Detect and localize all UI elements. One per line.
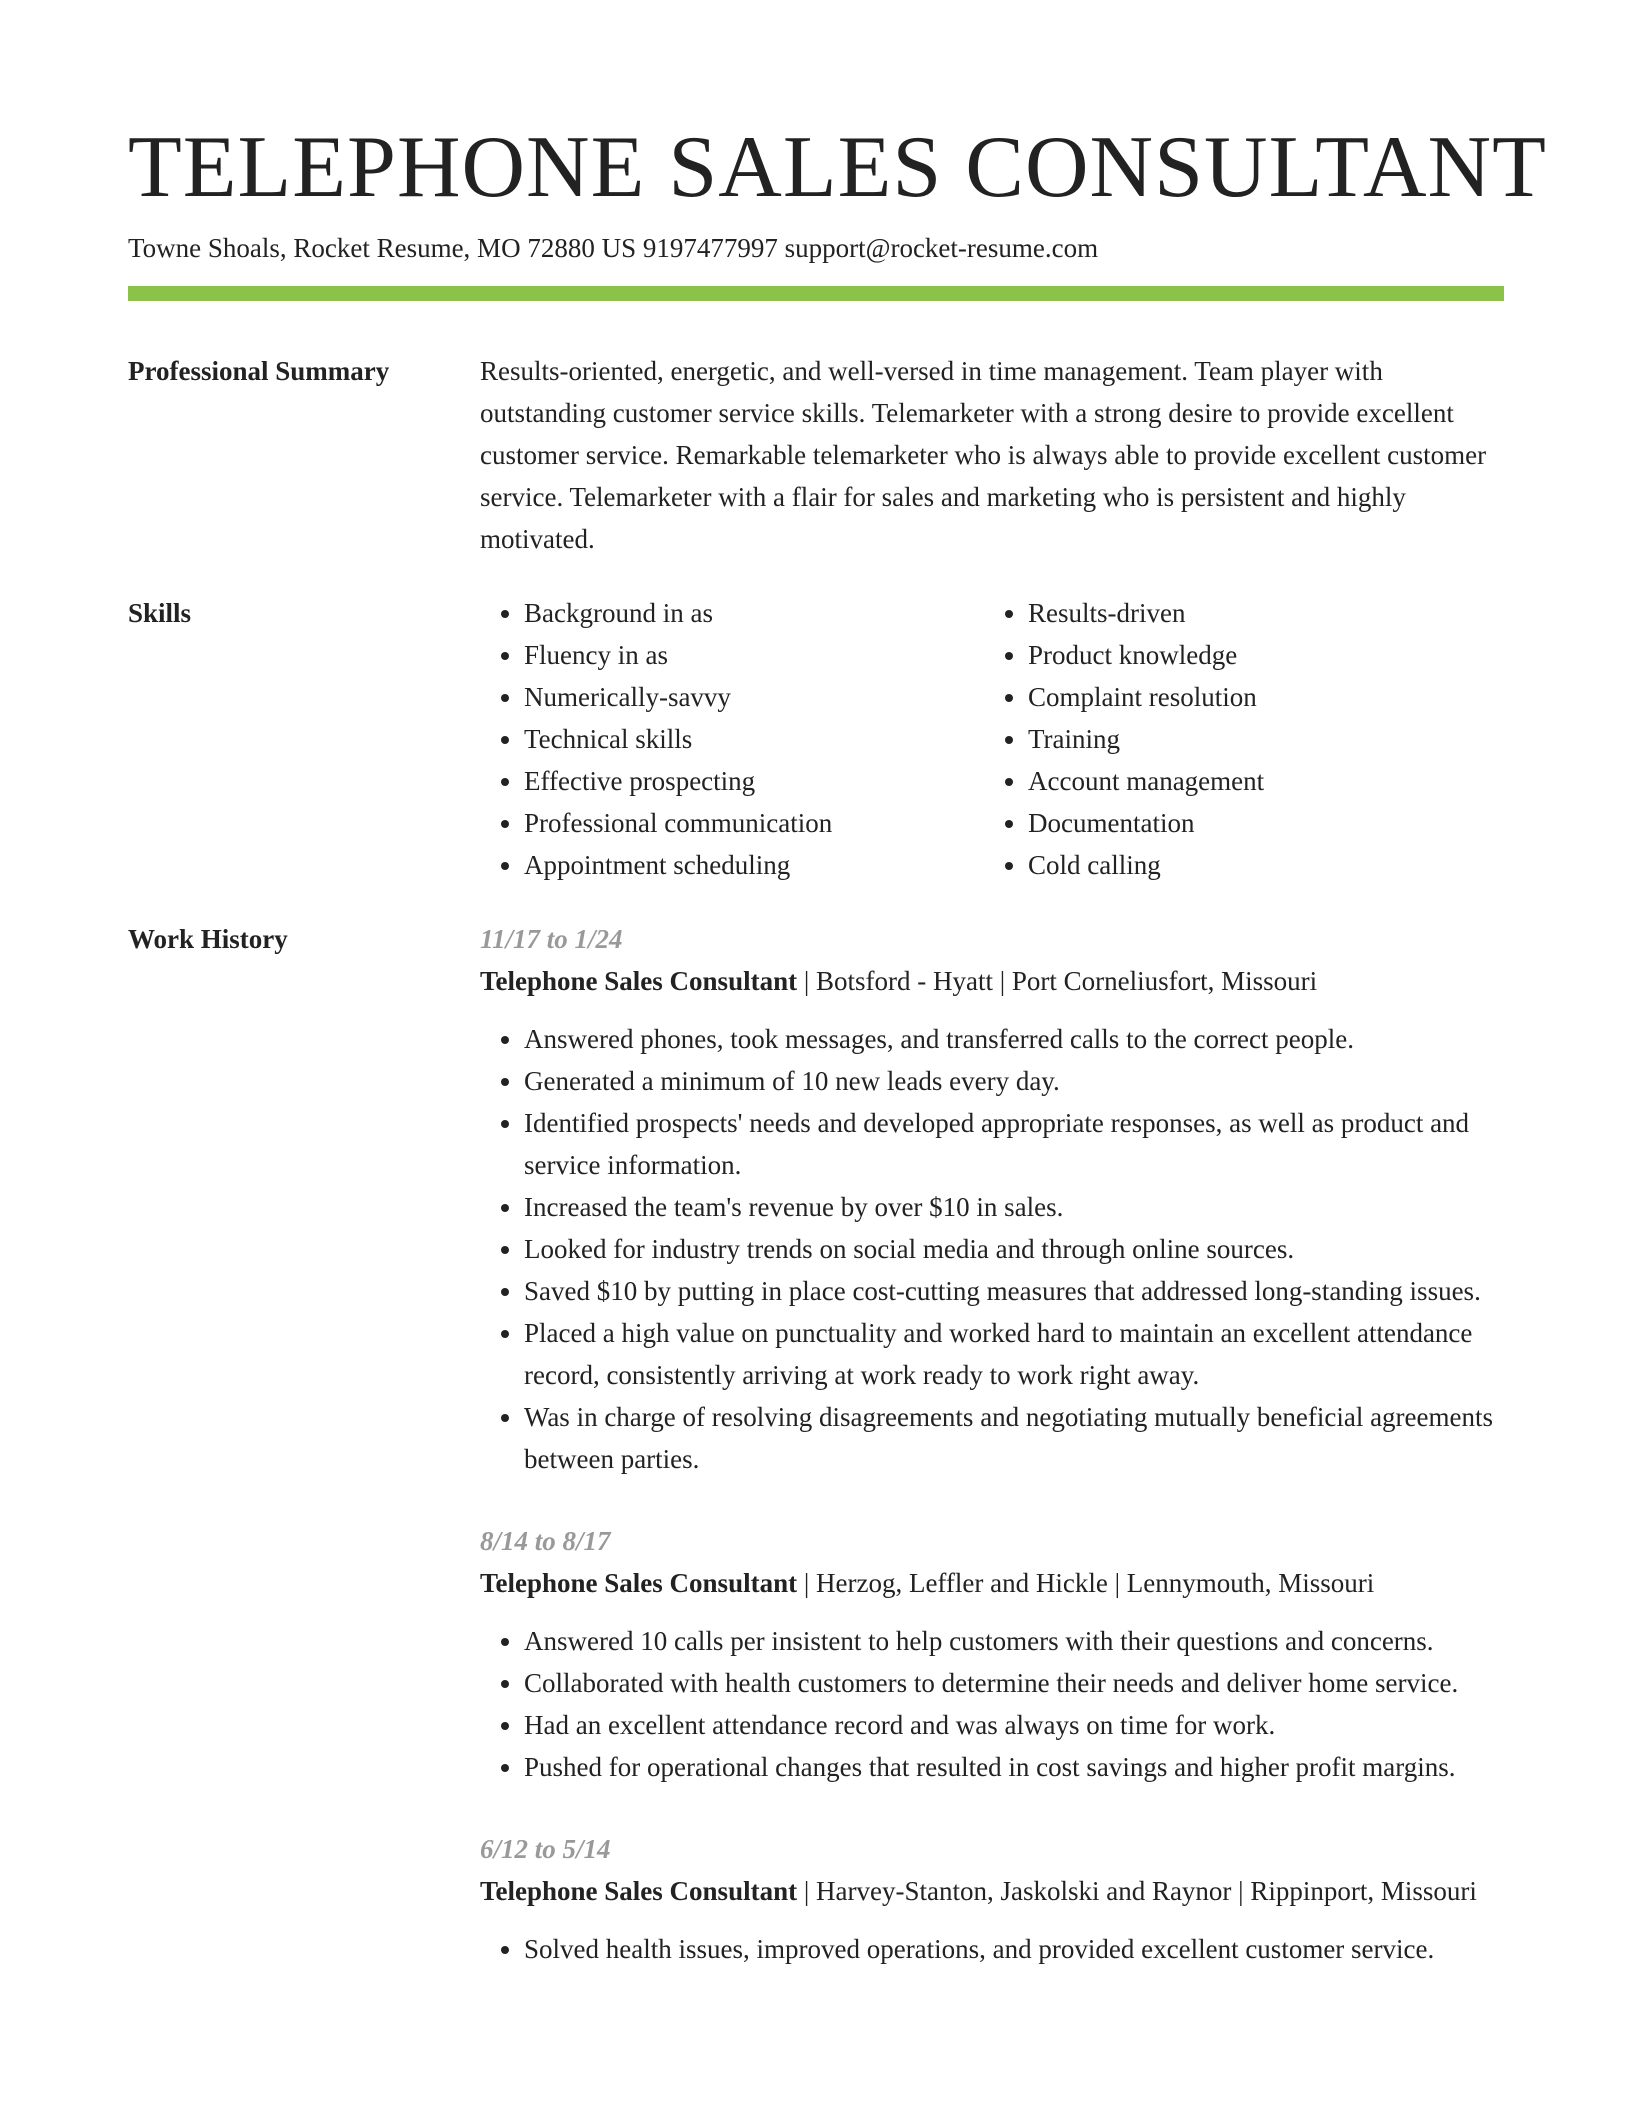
resume-name: TELEPHONE SALES CONSULTANT bbox=[128, 119, 1547, 216]
job-duty: • Generated a minimum of 10 new leads every day. bbox=[524, 1060, 1504, 1102]
job-title: Telephone Sales Consultant bbox=[480, 966, 798, 996]
job-title-line bbox=[480, 1562, 1504, 1604]
job-title-line bbox=[480, 960, 1504, 1002]
skill-item: • Account management bbox=[1028, 760, 1264, 802]
job-dates: 11/17 to 1/24 bbox=[480, 924, 623, 954]
skill-item: • Product knowledge bbox=[1028, 634, 1264, 676]
job-details: | Botsford - Hyatt | Port Corneliusfort, Missouri bbox=[797, 966, 1318, 996]
job-entry bbox=[480, 1520, 1504, 1788]
job-duty: • Pushed for operational changes that resulted in cost savings and higher profit margins. bbox=[524, 1746, 1504, 1788]
skill-item: • Background in as bbox=[524, 592, 832, 634]
job-title-line bbox=[480, 1870, 1504, 1912]
skill-item: • Appointment scheduling bbox=[524, 844, 832, 886]
job-dates: 8/14 to 8/17 bbox=[480, 1526, 611, 1556]
skill-item: • Cold calling bbox=[1028, 844, 1264, 886]
job-duty: • Identified prospects' needs and developed appropriate responses, as well as product and service information. bbox=[524, 1102, 1504, 1186]
summary-heading: Professional Summary bbox=[128, 356, 390, 386]
job-title: Telephone Sales Consultant bbox=[480, 1876, 798, 1906]
job-entry bbox=[480, 1828, 1504, 1970]
job-duty: • Answered phones, took messages, and transferred calls to the correct people. bbox=[524, 1018, 1504, 1060]
job-duty: • Answered 10 calls per insistent to help customers with their questions and concerns. bbox=[524, 1620, 1504, 1662]
job-duty: • Was in charge of resolving disagreements and negotiating mutually beneficial agreements between parties. bbox=[524, 1396, 1504, 1480]
summary-section bbox=[480, 350, 1504, 560]
skill-item: • Complaint resolution bbox=[1028, 676, 1264, 718]
work-history-section bbox=[480, 918, 1504, 2010]
work-history-heading: Work History bbox=[128, 924, 288, 954]
summary-text: Results-oriented, energetic, and well-versed in time management. Team player with outstanding customer service skills. Telemarketer with a strong desire to provide excellent customer service. Remarkable telemarketer who is always able to provide excellent customer service. Telemarketer with a flair for sales and marketing who is persistent and highly motivated. bbox=[480, 356, 1487, 554]
skill-item: • Documentation bbox=[1028, 802, 1264, 844]
contact-line: Towne Shoals, Rocket Resume, MO 72880 US 9197477997 support@rocket-resume.com bbox=[128, 233, 1099, 263]
job-entry bbox=[480, 918, 1504, 1480]
skill-item: • Effective prospecting bbox=[524, 760, 832, 802]
job-duty: • Solved health issues, improved operations, and provided excellent customer service. bbox=[524, 1928, 1504, 1970]
job-duty: • Collaborated with health customers to determine their needs and deliver home service. bbox=[524, 1662, 1504, 1704]
skill-item: • Numerically-savvy bbox=[524, 676, 832, 718]
job-duty: • Looked for industry trends on social media and through online sources. bbox=[524, 1228, 1504, 1270]
job-title: Telephone Sales Consultant bbox=[480, 1568, 798, 1598]
job-details: | Herzog, Leffler and Hickle | Lennymouth, Missouri bbox=[797, 1568, 1375, 1598]
job-duties-list bbox=[480, 1620, 1504, 1788]
skills-list-left bbox=[480, 592, 832, 886]
skills-heading: Skills bbox=[128, 598, 192, 628]
job-details: | Harvey-Stanton, Jaskolski and Raynor | Rippinport, Missouri bbox=[797, 1876, 1477, 1906]
header-divider bbox=[128, 286, 1504, 301]
job-duty: • Saved $10 by putting in place cost-cutting measures that addressed long-standing issues. bbox=[524, 1270, 1504, 1312]
skill-item: • Technical skills bbox=[524, 718, 832, 760]
skill-item: • Professional communication bbox=[524, 802, 832, 844]
skill-item: • Fluency in as bbox=[524, 634, 832, 676]
skill-item: • Results-driven bbox=[1028, 592, 1264, 634]
job-duty: • Had an excellent attendance record and was always on time for work. bbox=[524, 1704, 1504, 1746]
skills-list-right bbox=[984, 592, 1264, 886]
skill-item: • Training bbox=[1028, 718, 1264, 760]
job-dates: 6/12 to 5/14 bbox=[480, 1834, 611, 1864]
job-duties-list bbox=[480, 1018, 1504, 1480]
job-duty: • Increased the team's revenue by over $10 in sales. bbox=[524, 1186, 1504, 1228]
job-duties-list bbox=[480, 1928, 1504, 1970]
job-duty: • Placed a high value on punctuality and worked hard to maintain an excellent attendance record, consistently arriving at work ready to work right away. bbox=[524, 1312, 1504, 1396]
